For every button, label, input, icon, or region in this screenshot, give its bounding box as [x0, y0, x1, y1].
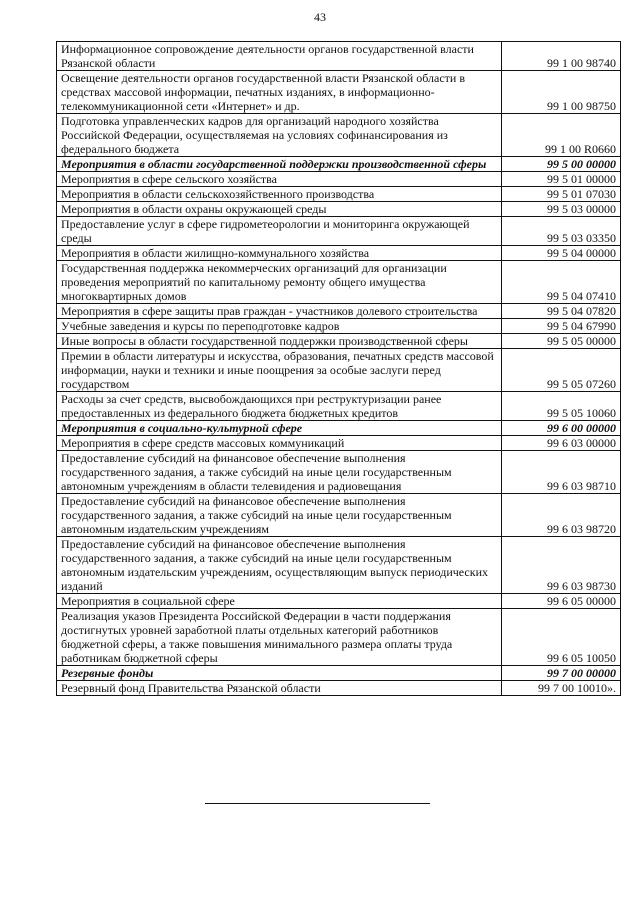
row-code-cell: 99 5 00 00000 — [502, 157, 621, 172]
row-name-cell: Мероприятия в сфере защиты прав граждан - участников долевого строительства — [57, 304, 502, 319]
table-row — [57, 609, 621, 666]
page-number: 43 — [314, 10, 326, 24]
table-row — [57, 537, 621, 594]
row-name-cell: Освещение деятельности органов государственной власти Рязанской области в средствах массовой информации, печатных изданиях, в информационно-телекоммуникационной сети «Интернет» и др. — [57, 71, 502, 114]
table-row — [57, 217, 621, 246]
row-name-cell: Иные вопросы в области государственной поддержки производственной сферы — [57, 334, 502, 349]
row-code-cell: 99 1 00 98750 — [502, 71, 621, 114]
row-name-cell: Мероприятия в сфере сельского хозяйства — [57, 172, 502, 187]
row-code-cell: 99 6 03 00000 — [502, 436, 621, 451]
row-name-cell: Мероприятия в социальной сфере — [57, 594, 502, 609]
table-row — [57, 42, 621, 71]
row-code-cell: 99 6 00 00000 — [502, 421, 621, 436]
table-row — [57, 594, 621, 609]
row-code-cell: 99 5 04 07410 — [502, 261, 621, 304]
row-name-cell: Мероприятия в области жилищно-коммунального хозяйства — [57, 246, 502, 261]
row-code-cell: 99 5 05 00000 — [502, 334, 621, 349]
table-row — [57, 681, 621, 696]
row-code-cell: 99 5 05 10060 — [502, 392, 621, 421]
table-row — [57, 334, 621, 349]
table-row — [57, 172, 621, 187]
row-name-cell: Реализация указов Президента Российской Федерации в части поддержания достигнутых уровней заработной платы отдельных категорий работников бюджетной сферы, а также повышения минимального размера оплаты труда работникам бюджетной сферы — [57, 609, 502, 666]
row-code-cell: 99 5 03 00000 — [502, 202, 621, 217]
row-name-cell: Мероприятия в социально-культурной сфере — [57, 421, 502, 436]
row-code-cell: 99 6 03 98720 — [502, 494, 621, 537]
table-row — [57, 451, 621, 494]
table-row — [57, 392, 621, 421]
row-code-cell: 99 5 01 07030 — [502, 187, 621, 202]
row-code-cell: 99 1 00 R0660 — [502, 114, 621, 157]
table-section-row — [57, 421, 621, 436]
footer-separator-line — [205, 803, 430, 804]
row-name-cell: Мероприятия в области охраны окружающей среды — [57, 202, 502, 217]
row-code-cell: 99 6 03 98710 — [502, 451, 621, 494]
row-name-cell: Учебные заведения и курсы по переподготовке кадров — [57, 319, 502, 334]
row-code-cell: 99 5 04 00000 — [502, 246, 621, 261]
row-name-cell: Предоставление субсидий на финансовое обеспечение выполнения государственного задания, а также субсидий на иные цели государственным автономным издательским учреждениям — [57, 494, 502, 537]
row-code-cell: 99 6 05 10050 — [502, 609, 621, 666]
table-section-row — [57, 157, 621, 172]
row-name-cell: Предоставление субсидий на финансовое обеспечение выполнения государственного задания, а также субсидий на иные цели государственным автономным учреждениям в области телевидения и радиовещания — [57, 451, 502, 494]
row-name-cell: Государственная поддержка некоммерческих организаций для организации проведения мероприятий по капитальному ремонту общего имущества многоквартирных домов — [57, 261, 502, 304]
row-code-cell: 99 5 04 07820 — [502, 304, 621, 319]
row-name-cell: Информационное сопровождение деятельности органов государственной власти Рязанской области — [57, 42, 502, 71]
table-body — [57, 42, 621, 696]
row-name-cell: Резервные фонды — [57, 666, 502, 681]
table-row — [57, 202, 621, 217]
row-name-cell: Предоставление субсидий на финансовое обеспечение выполнения государственного задания, а также субсидий на иные цели государственным автономным издательским учреждениям, осуществляющим выпуск периодических изданий — [57, 537, 502, 594]
row-code-cell: 99 5 03 03350 — [502, 217, 621, 246]
row-name-cell: Предоставление услуг в сфере гидрометеорологии и мониторинга окружающей среды — [57, 217, 502, 246]
row-code-cell: 99 6 03 98730 — [502, 537, 621, 594]
row-code-cell: 99 6 05 00000 — [502, 594, 621, 609]
table-row — [57, 114, 621, 157]
row-code-cell: 99 7 00 00000 — [502, 666, 621, 681]
row-name-cell: Резервный фонд Правительства Рязанской области — [57, 681, 502, 696]
table-row — [57, 319, 621, 334]
table-row — [57, 494, 621, 537]
row-code-cell: 99 5 05 07260 — [502, 349, 621, 392]
table-row — [57, 187, 621, 202]
table-row — [57, 436, 621, 451]
table-row — [57, 349, 621, 392]
row-code-cell: 99 5 04 67990 — [502, 319, 621, 334]
row-name-cell: Подготовка управленческих кадров для организаций народного хозяйства Российской Федерации, осуществляемая на условиях софинансирования из федерального бюджета — [57, 114, 502, 157]
table-row — [57, 304, 621, 319]
row-code-cell: 99 7 00 10010». — [502, 681, 621, 696]
row-code-cell: 99 1 00 98740 — [502, 42, 621, 71]
row-name-cell: Мероприятия в области сельскохозяйственного производства — [57, 187, 502, 202]
row-name-cell: Мероприятия в области государственной поддержки производственной сферы — [57, 157, 502, 172]
row-name-cell: Мероприятия в сфере средств массовых коммуникаций — [57, 436, 502, 451]
budget-classification-table — [56, 41, 621, 696]
table-row — [57, 261, 621, 304]
table-row — [57, 71, 621, 114]
row-name-cell: Премии в области литературы и искусства, образования, печатных средств массовой информации, науки и техники и иные поощрения за особые заслуги перед государством — [57, 349, 502, 392]
table-section-row — [57, 666, 621, 681]
table-row — [57, 246, 621, 261]
row-name-cell: Расходы за счет средств, высвобождающихся при реструктуризации ранее предоставленных из федерального бюджета бюджетных кредитов — [57, 392, 502, 421]
row-code-cell: 99 5 01 00000 — [502, 172, 621, 187]
